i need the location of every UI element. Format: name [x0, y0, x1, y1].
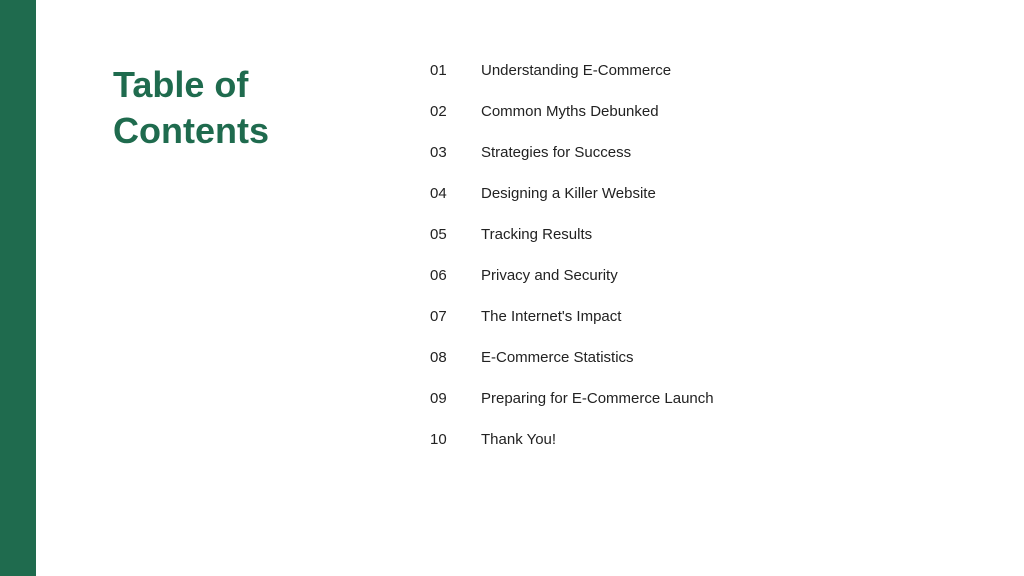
toc-item	[430, 50, 714, 91]
toc-item	[430, 337, 714, 378]
toc-item	[430, 378, 714, 419]
toc-item-number: 10	[430, 431, 447, 448]
toc-item	[430, 173, 714, 214]
page-title-line-2: Contents	[113, 110, 269, 151]
toc-item	[430, 214, 714, 255]
toc-item-label: Designing a Killer Website	[481, 185, 656, 202]
toc-item-number: 01	[430, 62, 447, 79]
toc-item-label: E-Commerce Statistics	[481, 349, 634, 366]
toc-item-number: 06	[430, 267, 447, 284]
table-of-contents-list	[430, 50, 714, 460]
toc-item-label: Common Myths Debunked	[481, 103, 659, 120]
page-title	[113, 62, 353, 154]
toc-item-label: Tracking Results	[481, 226, 593, 243]
page-title-line-1: Table of	[113, 64, 249, 105]
toc-item-number: 02	[430, 103, 447, 120]
toc-item-label: Strategies for Success	[481, 144, 632, 161]
toc-item-number: 09	[430, 390, 447, 407]
toc-item-number: 08	[430, 349, 447, 366]
toc-item-label: Preparing for E-Commerce Launch	[481, 390, 714, 407]
toc-item	[430, 296, 714, 337]
toc-item-number: 05	[430, 226, 447, 243]
toc-item	[430, 91, 714, 132]
toc-item-label: The Internet's Impact	[481, 308, 622, 325]
toc-item	[430, 419, 714, 460]
toc-item-number: 04	[430, 185, 447, 202]
accent-sidebar	[0, 0, 36, 576]
toc-item-label: Privacy and Security	[481, 267, 618, 284]
toc-item	[430, 132, 714, 173]
toc-item	[430, 255, 714, 296]
toc-item-number: 07	[430, 308, 447, 325]
toc-item-label: Thank You!	[481, 431, 557, 448]
toc-item-number: 03	[430, 144, 447, 161]
toc-item-label: Understanding E-Commerce	[481, 62, 672, 79]
